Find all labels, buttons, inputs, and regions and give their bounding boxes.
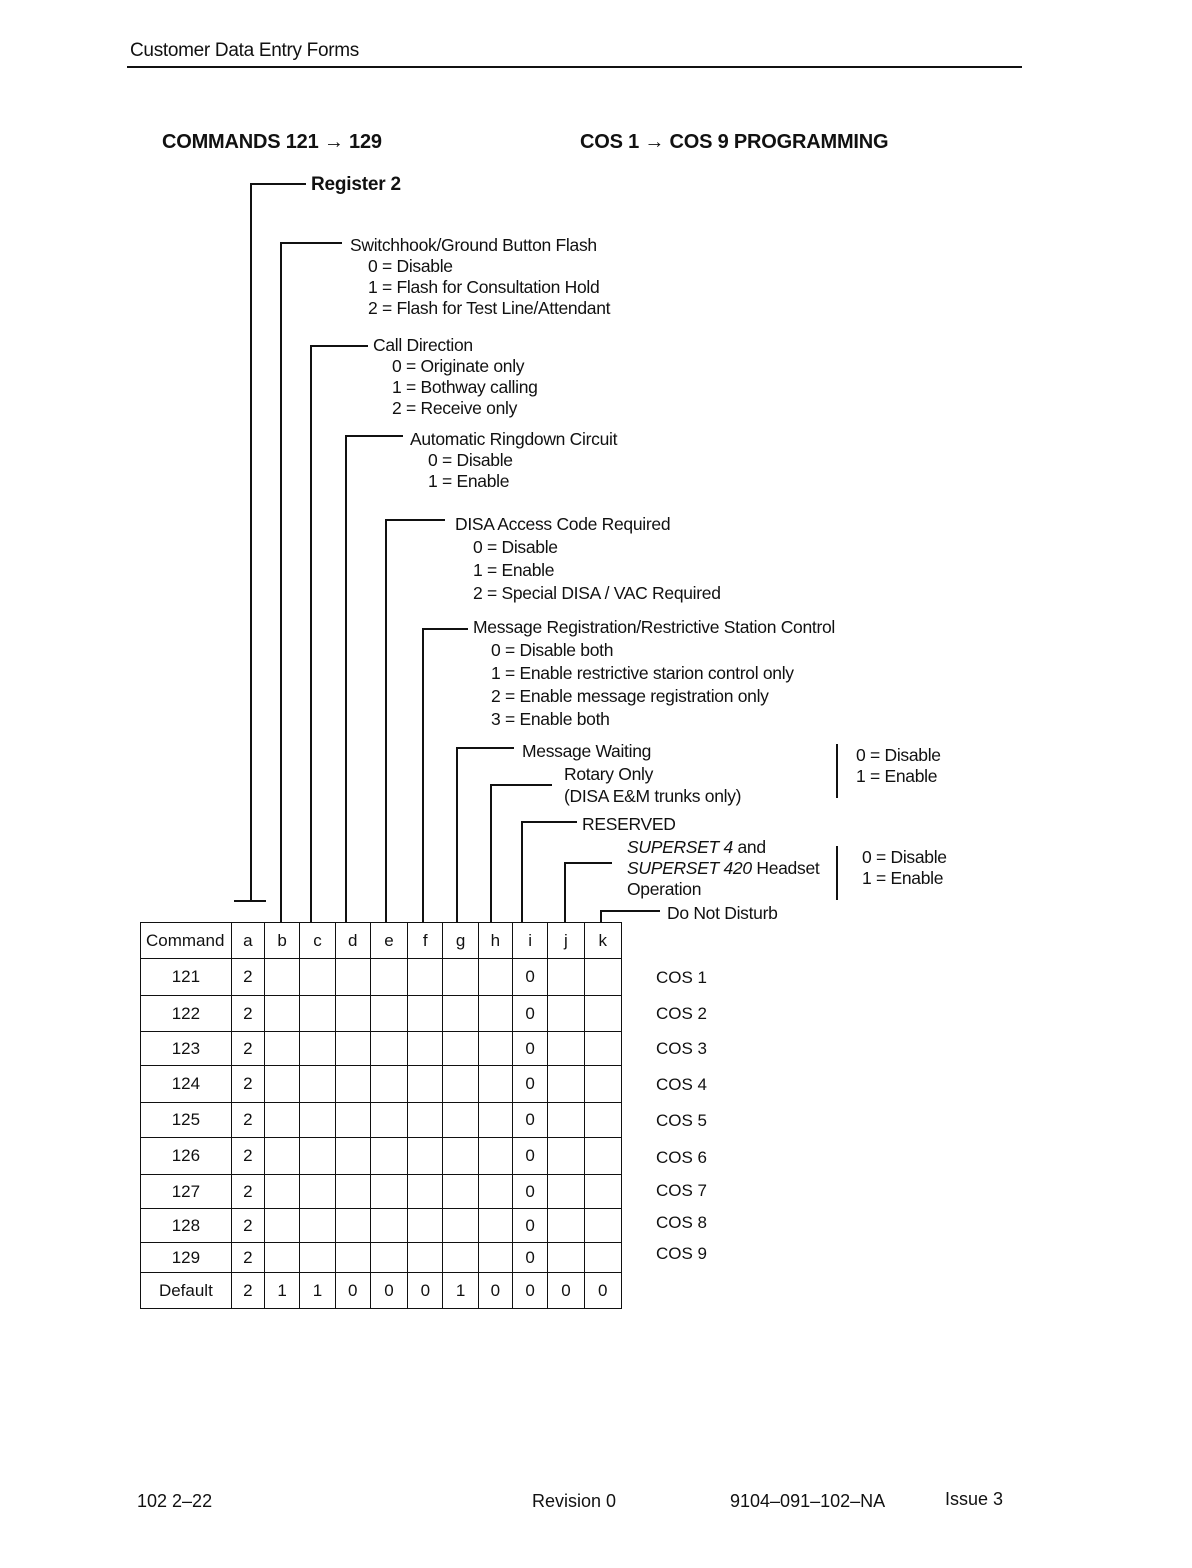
value-cell[interactable] xyxy=(335,996,370,1032)
value-cell[interactable] xyxy=(478,1209,512,1243)
leader-h xyxy=(490,784,492,923)
value-cell[interactable] xyxy=(265,1243,300,1273)
cos-label: COS 5 xyxy=(656,1111,708,1130)
leader-g xyxy=(456,747,458,923)
command-cell: 122 xyxy=(141,996,232,1032)
field-f-option: 2 = Enable message registration only xyxy=(491,686,769,706)
value-cell[interactable] xyxy=(265,959,300,996)
value-cell[interactable] xyxy=(370,1209,407,1243)
commands-title: COMMANDS 121 → 129 xyxy=(162,131,382,153)
value-cell[interactable]: 2 xyxy=(231,1209,264,1243)
value-cell[interactable] xyxy=(300,1138,335,1175)
value-cell[interactable]: 0 xyxy=(478,1273,512,1309)
command-cell: 125 xyxy=(141,1103,232,1138)
leader-a-foot xyxy=(234,900,266,902)
value-cell[interactable]: 0 xyxy=(408,1273,443,1309)
value-cell[interactable] xyxy=(478,1032,512,1066)
value-cell[interactable] xyxy=(335,1032,370,1066)
value-cell[interactable]: 0 xyxy=(513,996,548,1032)
field-j-line2 xyxy=(627,858,819,879)
value-cell[interactable] xyxy=(265,1066,300,1103)
value-cell[interactable] xyxy=(548,1103,584,1138)
value-cell[interactable] xyxy=(265,996,300,1032)
table-row xyxy=(141,1066,622,1103)
cos-label: COS 7 xyxy=(656,1181,708,1200)
value-cell[interactable] xyxy=(300,959,335,996)
table-row xyxy=(141,1273,622,1309)
value-cell[interactable] xyxy=(408,1175,443,1209)
value-cell[interactable]: 2 xyxy=(231,959,264,996)
table-row xyxy=(141,996,622,1032)
cos-label: COS 8 xyxy=(656,1213,708,1232)
column-header: j xyxy=(548,923,584,959)
column-header: e xyxy=(370,923,407,959)
leader-g-h xyxy=(456,747,514,749)
cos-label: COS 2 xyxy=(656,1004,708,1023)
leader-i-h xyxy=(521,821,577,823)
value-cell[interactable]: 0 xyxy=(548,1273,584,1309)
field-j-line1 xyxy=(627,837,766,858)
value-cell[interactable] xyxy=(584,1103,621,1138)
field-e-option: 0 = Disable xyxy=(473,537,558,557)
value-cell[interactable] xyxy=(478,1243,512,1273)
field-g-title: Message Waiting xyxy=(522,741,652,761)
value-cell[interactable] xyxy=(548,1243,584,1273)
field-d-option: 0 = Disable xyxy=(428,450,513,470)
value-cell[interactable] xyxy=(548,1175,584,1209)
value-cell[interactable] xyxy=(335,1138,370,1175)
value-cell[interactable] xyxy=(408,1209,443,1243)
field-b-option: 2 = Flash for Test Line/Attendant xyxy=(368,298,611,318)
value-cell[interactable]: 2 xyxy=(231,1103,264,1138)
value-cell[interactable] xyxy=(300,1032,335,1066)
revision-label: Revision 0 xyxy=(532,1491,617,1511)
value-cell[interactable] xyxy=(300,1175,335,1209)
table-row xyxy=(141,1175,622,1209)
value-cell[interactable] xyxy=(408,1103,443,1138)
value-cell[interactable]: 2 xyxy=(231,1243,264,1273)
value-cell[interactable] xyxy=(478,996,512,1032)
value-cell[interactable] xyxy=(584,1209,621,1243)
leader-f xyxy=(422,628,424,923)
value-cell[interactable] xyxy=(300,1243,335,1273)
value-cell[interactable]: 0 xyxy=(370,1273,407,1309)
value-cell[interactable] xyxy=(265,1103,300,1138)
value-cell[interactable]: 0 xyxy=(513,1243,548,1273)
value-cell[interactable] xyxy=(478,1175,512,1209)
value-cell[interactable] xyxy=(443,1032,478,1066)
value-cell[interactable]: 0 xyxy=(513,1103,548,1138)
field-k-title: Do Not Disturb xyxy=(667,903,778,923)
value-cell[interactable] xyxy=(584,1175,621,1209)
value-cell[interactable] xyxy=(443,1066,478,1103)
table-row xyxy=(141,1103,622,1138)
leader-c xyxy=(310,345,312,923)
command-cell: 127 xyxy=(141,1175,232,1209)
column-header: b xyxy=(265,923,300,959)
gh-option: 0 = Disable xyxy=(856,745,941,765)
value-cell[interactable] xyxy=(335,1243,370,1273)
headset-label: Headset xyxy=(751,858,820,878)
field-b-title: Switchhook/Ground Button Flash xyxy=(350,235,597,255)
field-e-option: 1 = Enable xyxy=(473,560,555,580)
cos-label: COS 4 xyxy=(656,1075,708,1094)
value-cell[interactable] xyxy=(443,1209,478,1243)
value-cell[interactable] xyxy=(584,996,621,1032)
value-cell[interactable]: 0 xyxy=(513,1138,548,1175)
value-cell[interactable]: 2 xyxy=(231,1066,264,1103)
page-number: 102 2–22 xyxy=(137,1491,213,1511)
column-header: f xyxy=(408,923,443,959)
table-row xyxy=(141,1209,622,1243)
field-c-option: 2 = Receive only xyxy=(392,398,518,418)
column-header: Command xyxy=(141,923,232,959)
command-cell: 128 xyxy=(141,1209,232,1243)
command-cell: 124 xyxy=(141,1066,232,1103)
value-cell[interactable]: 0 xyxy=(584,1273,621,1309)
command-cell: 129 xyxy=(141,1243,232,1273)
value-cell[interactable] xyxy=(443,959,478,996)
table-row xyxy=(141,1243,622,1273)
field-d-option: 1 = Enable xyxy=(428,471,510,491)
value-cell[interactable]: 2 xyxy=(231,1273,264,1309)
value-cell[interactable] xyxy=(408,1138,443,1175)
value-cell[interactable] xyxy=(443,1243,478,1273)
value-cell[interactable] xyxy=(335,959,370,996)
field-c-title: Call Direction xyxy=(373,335,473,355)
value-cell[interactable]: 2 xyxy=(231,1032,264,1066)
value-cell[interactable] xyxy=(370,996,407,1032)
value-cell[interactable] xyxy=(548,1032,584,1066)
cos-label: COS 6 xyxy=(656,1148,708,1167)
register-label: Register 2 xyxy=(311,174,401,195)
leader-c-h xyxy=(310,345,368,347)
value-cell[interactable] xyxy=(265,1032,300,1066)
document-number: 9104–091–102–NA xyxy=(730,1491,886,1511)
table-row xyxy=(141,959,622,996)
value-cell[interactable]: 2 xyxy=(231,996,264,1032)
leader-a xyxy=(250,183,252,901)
value-cell[interactable] xyxy=(370,1103,407,1138)
leader-j-h xyxy=(564,862,612,864)
value-cell[interactable] xyxy=(478,1138,512,1175)
value-cell[interactable] xyxy=(335,1175,370,1209)
value-cell[interactable] xyxy=(265,1138,300,1175)
options-bracket xyxy=(836,846,838,900)
value-cell[interactable]: 0 xyxy=(335,1273,370,1309)
cos-programming-title: COS 1 → COS 9 PROGRAMMING xyxy=(580,131,889,153)
column-header: d xyxy=(335,923,370,959)
value-cell[interactable] xyxy=(584,1138,621,1175)
gh-option: 1 = Enable xyxy=(856,766,938,786)
field-c-option: 0 = Originate only xyxy=(392,356,525,376)
header-rule xyxy=(127,66,1022,68)
value-cell[interactable]: 0 xyxy=(513,1032,548,1066)
table-header-row xyxy=(141,923,622,959)
command-cell: 121 xyxy=(141,959,232,996)
field-f-option: 0 = Disable both xyxy=(491,640,614,660)
column-header: h xyxy=(478,923,512,959)
table-row xyxy=(141,1138,622,1175)
value-cell[interactable] xyxy=(370,1066,407,1103)
leader-h-h xyxy=(490,784,552,786)
leader-d xyxy=(345,435,347,923)
value-cell[interactable] xyxy=(548,996,584,1032)
value-cell[interactable]: 0 xyxy=(513,1209,548,1243)
value-cell[interactable]: 0 xyxy=(513,1175,548,1209)
leader-d-h xyxy=(345,435,403,437)
value-cell[interactable] xyxy=(335,1209,370,1243)
superset-4-label: SUPERSET 4 xyxy=(627,837,733,857)
value-cell[interactable] xyxy=(265,1175,300,1209)
value-cell[interactable] xyxy=(300,996,335,1032)
command-cell: 123 xyxy=(141,1032,232,1066)
issue-label: Issue 3 xyxy=(945,1489,1004,1509)
cos-label: COS 1 xyxy=(656,968,708,987)
value-cell[interactable] xyxy=(408,959,443,996)
value-cell[interactable] xyxy=(584,1066,621,1103)
value-cell[interactable] xyxy=(300,1103,335,1138)
field-b-option: 1 = Flash for Consultation Hold xyxy=(368,277,600,297)
j-option: 1 = Enable xyxy=(862,868,944,888)
field-f-option: 3 = Enable both xyxy=(491,709,610,729)
leader-k-h xyxy=(600,910,660,912)
value-cell[interactable] xyxy=(548,959,584,996)
value-cell[interactable] xyxy=(478,959,512,996)
value-cell[interactable]: 2 xyxy=(231,1175,264,1209)
value-cell[interactable] xyxy=(584,1032,621,1066)
table-row xyxy=(141,1032,622,1066)
value-cell[interactable] xyxy=(408,1243,443,1273)
value-cell[interactable]: 0 xyxy=(513,1273,548,1309)
value-cell[interactable] xyxy=(408,1032,443,1066)
column-header: c xyxy=(300,923,335,959)
field-b-option: 0 = Disable xyxy=(368,256,453,276)
column-header: a xyxy=(231,923,264,959)
value-cell[interactable]: 1 xyxy=(300,1273,335,1309)
value-cell[interactable] xyxy=(443,996,478,1032)
value-cell[interactable] xyxy=(443,1138,478,1175)
value-cell[interactable] xyxy=(335,1103,370,1138)
value-cell[interactable] xyxy=(370,959,407,996)
superset-420-label: SUPERSET 420 xyxy=(627,858,752,878)
cos-label: COS 9 xyxy=(656,1244,708,1263)
value-cell[interactable] xyxy=(548,1066,584,1103)
leader-e xyxy=(385,519,387,923)
leader-b-h xyxy=(280,242,342,244)
value-cell[interactable] xyxy=(584,959,621,996)
superset-and-label: and xyxy=(732,837,766,857)
value-cell[interactable] xyxy=(584,1243,621,1273)
leader-j xyxy=(564,862,566,923)
options-bracket xyxy=(836,744,838,798)
value-cell[interactable] xyxy=(370,1243,407,1273)
value-cell[interactable] xyxy=(370,1175,407,1209)
value-cell[interactable] xyxy=(408,1066,443,1103)
leader-i xyxy=(521,821,523,923)
field-i-title: RESERVED xyxy=(582,814,676,834)
field-e-option: 2 = Special DISA / VAC Required xyxy=(473,583,721,603)
page-header: Customer Data Entry Forms xyxy=(130,40,359,61)
leader-e-h xyxy=(385,519,445,521)
leader-b xyxy=(280,242,282,923)
field-h-title: Rotary Only xyxy=(564,764,654,784)
value-cell[interactable] xyxy=(548,1138,584,1175)
value-cell[interactable] xyxy=(300,1066,335,1103)
field-c-option: 1 = Bothway calling xyxy=(392,377,538,397)
value-cell[interactable] xyxy=(265,1209,300,1243)
command-table xyxy=(140,922,622,1309)
value-cell[interactable]: 0 xyxy=(513,1066,548,1103)
field-f-option: 1 = Enable restrictive starion control only xyxy=(491,663,794,683)
value-cell[interactable]: 0 xyxy=(513,959,548,996)
value-cell[interactable] xyxy=(300,1209,335,1243)
value-cell[interactable] xyxy=(335,1066,370,1103)
field-j-line3: Operation xyxy=(627,879,702,899)
column-header: g xyxy=(443,923,478,959)
value-cell[interactable] xyxy=(370,1138,407,1175)
value-cell[interactable] xyxy=(443,1175,478,1209)
value-cell[interactable]: 2 xyxy=(231,1138,264,1175)
column-header: i xyxy=(513,923,548,959)
value-cell[interactable] xyxy=(408,996,443,1032)
j-option: 0 = Disable xyxy=(862,847,947,867)
leader-a-h xyxy=(250,183,306,185)
leader-f-h xyxy=(422,628,468,630)
cos-label: COS 3 xyxy=(656,1039,708,1058)
value-cell[interactable] xyxy=(478,1103,512,1138)
column-header: k xyxy=(584,923,621,959)
field-d-title: Automatic Ringdown Circuit xyxy=(410,429,618,449)
command-cell: 126 xyxy=(141,1138,232,1175)
field-h-note: (DISA E&M trunks only) xyxy=(564,786,742,806)
value-cell[interactable]: 1 xyxy=(443,1273,478,1309)
field-e-title: DISA Access Code Required xyxy=(455,514,671,534)
value-cell[interactable] xyxy=(478,1066,512,1103)
value-cell[interactable]: 1 xyxy=(265,1273,300,1309)
field-f-title: Message Registration/Restrictive Station Control xyxy=(473,617,836,637)
command-cell: Default xyxy=(141,1273,232,1309)
value-cell[interactable] xyxy=(443,1103,478,1138)
value-cell[interactable] xyxy=(548,1209,584,1243)
value-cell[interactable] xyxy=(370,1032,407,1066)
